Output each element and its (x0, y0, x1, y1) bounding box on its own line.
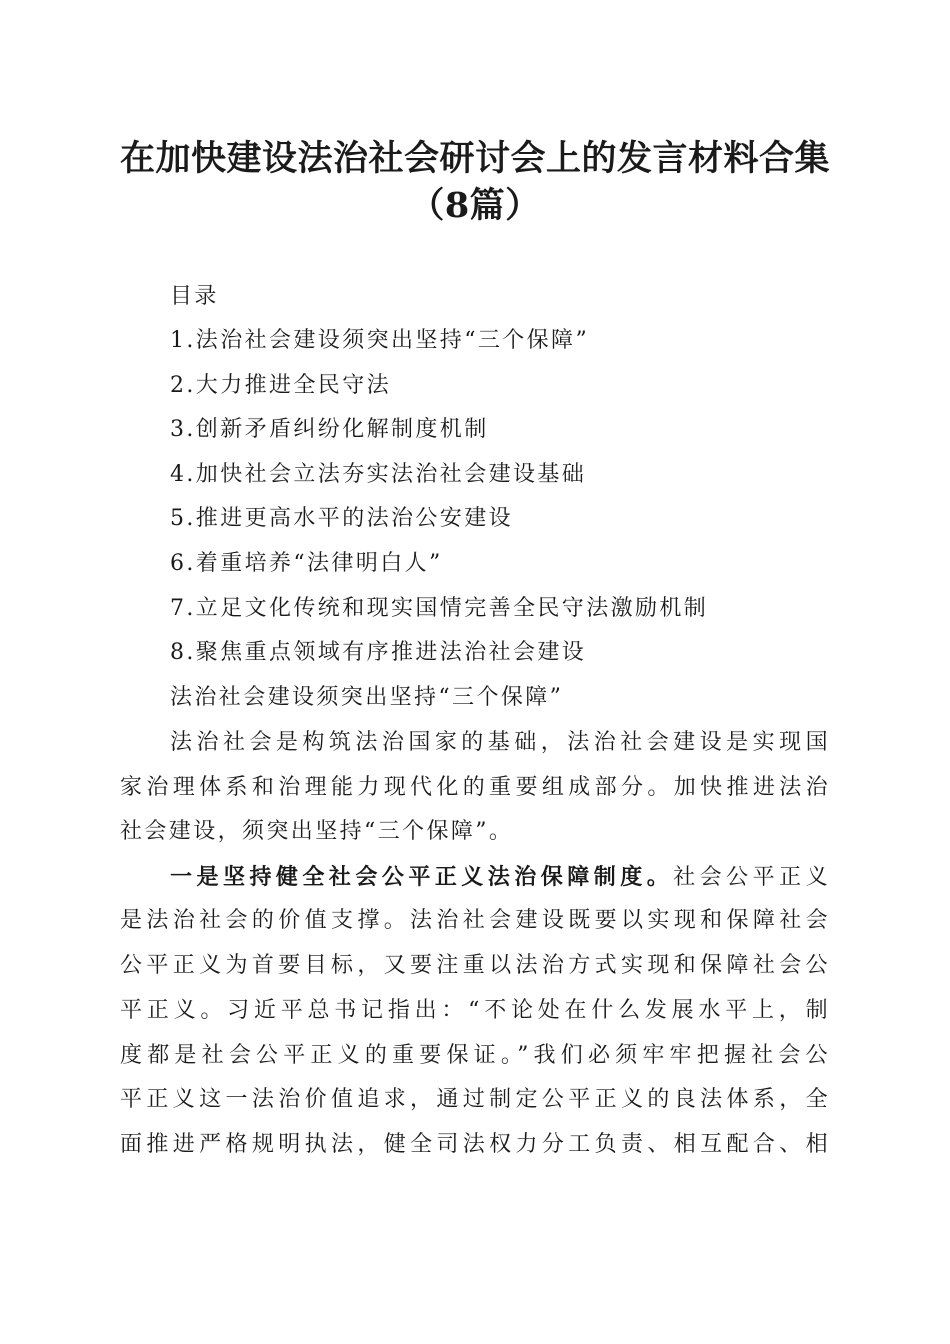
paragraph-first-point-line3 (120, 951, 830, 981)
toc-item-2: 2.大力推进全民守法 (170, 373, 391, 398)
toc-heading: 目录 (170, 284, 219, 309)
toc-item-1: 1.法治社会建设须突出坚持“三个保障” (170, 328, 590, 353)
paragraph-line: 社会建设，须突出坚持“三个保障”。 (120, 819, 514, 844)
section-title: 法治社会建设须突出坚持“三个保障” (170, 685, 564, 710)
paragraph-line: 面推进严格规明执法，健全司法权力分工负责、相互配合、相 (120, 1132, 830, 1157)
paragraph-first-point-line4 (120, 996, 830, 1026)
paragraph-intro-end (120, 817, 830, 847)
paragraph-first-point (120, 862, 830, 892)
paragraph-line: 是法治社会的价值支撑。法治社会建设既要以实现和保障社会 (120, 908, 830, 933)
paragraph-line: 平正义。习近平总书记指出：“不论处在什么发展水平上，制 (120, 998, 830, 1023)
paragraph-line: 度都是社会公平正义的重要保证。”我们必须牢牢把握社会公 (120, 1043, 830, 1068)
toc-item-3: 3.创新矛盾纠纷化解制度机制 (170, 417, 489, 442)
paragraph-first-point-line7 (120, 1130, 830, 1160)
toc-item-5: 5.推进更高水平的法治公安建设 (170, 506, 513, 531)
toc-item-7: 7.立足文化传统和现实国情完善全民守法激励机制 (170, 596, 709, 621)
paragraph-first-point-line5 (120, 1041, 830, 1071)
paragraph-first-point-line6 (120, 1085, 830, 1115)
paragraph-line: 法治社会是构筑法治国家的基础，法治社会建设是实现国 (170, 730, 830, 755)
point-heading: 一是坚持健全社会公平正义法治保障制度。 (170, 864, 674, 890)
paragraph-intro-cont (120, 773, 830, 803)
paragraph-line: 公平正义为首要目标，又要注重以法治方式实现和保障社会公 (120, 953, 830, 978)
paragraph-line: 平正义这一法治价值追求，通过制定公平正义的良法体系，全 (120, 1087, 830, 1112)
toc-item-6: 6.着重培养“法律明白人” (170, 551, 443, 576)
document-title: 在加快建设法治社会研讨会上的发言材料合集 (119, 138, 830, 179)
toc-item-8: 8.聚焦重点领域有序推进法治社会建设 (170, 640, 587, 665)
toc-item-4: 4.加快社会立法夯实法治社会建设基础 (170, 462, 587, 487)
document-title-count: （8篇） (409, 185, 541, 226)
paragraph-intro (120, 728, 830, 758)
paragraph-first-point-line2 (120, 906, 830, 936)
paragraph-line (120, 862, 830, 892)
paragraph-line: 家治理体系和治理能力现代化的重要组成部分。加快推进法治 (120, 775, 830, 800)
paragraph-text: 社会公平正义 (673, 865, 831, 890)
